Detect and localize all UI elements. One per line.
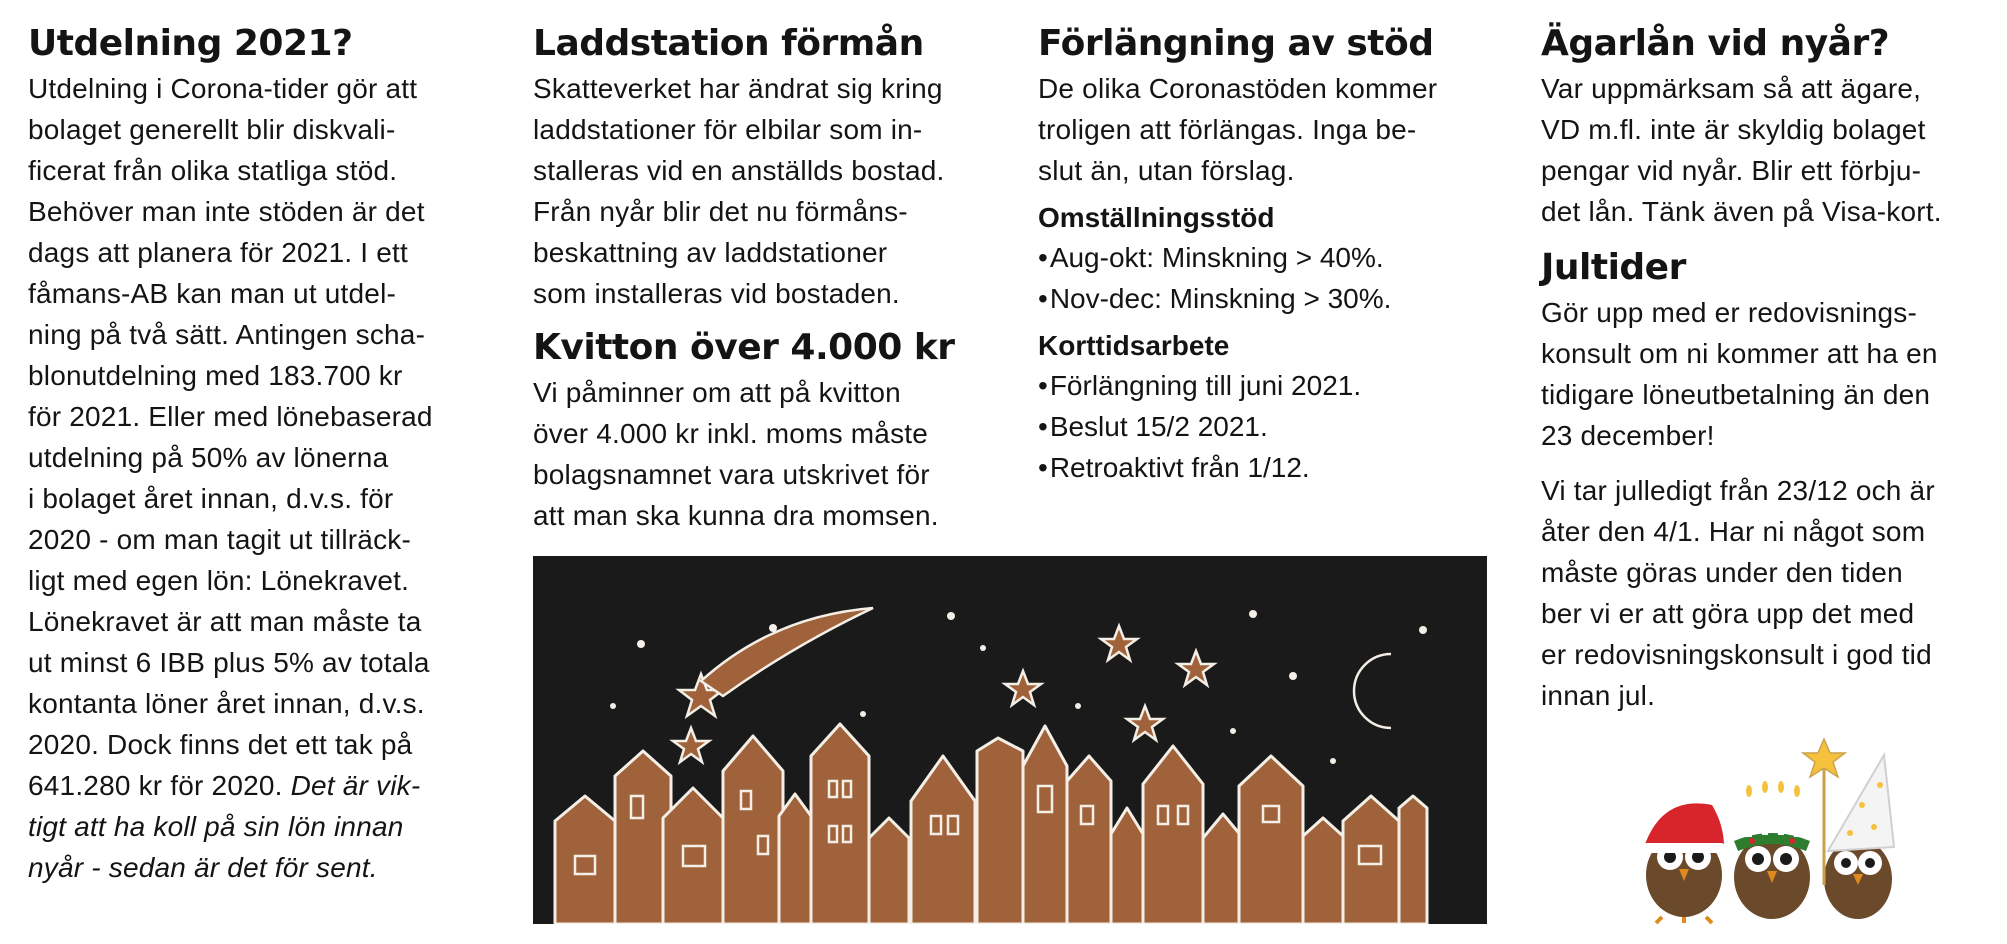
support-body: De olika Coronastöden kommer troligen att förlängas. Inga be- slut än, utan förslag. <box>1038 73 1438 186</box>
list-item: • Förlängning till juni 2021. <box>1038 365 1508 406</box>
list-item: • Nov-dec: Minskning > 30%. <box>1038 278 1508 319</box>
owl-star-boy <box>1803 739 1894 919</box>
column-dividend <box>28 22 498 888</box>
heading-dividend: Utdelning 2021? <box>28 23 353 64</box>
readjustment-list <box>1038 237 1508 319</box>
heading-owner-loans: Ägarlån vid nyår? <box>1541 23 1890 64</box>
dividend-body: Utdelning i Corona-tider gör att bolaget generellt blir diskvali- ficerat från olika statliga stöd. Behöver man inte stöden är det dags att planera för 2021. I ett fåmans-AB kan man ut utdel- ning på två sätt. Antingen scha- blonutdelning med 183.700 kr för 2021. Eller med lönebaserad utdelning på 50% av lönerna i bolaget året innan, d.v.s. för 2020 - om man tagit ut tillräck- ligt med egen lön: Lönekravet. Lönekravet är att man måste ta ut minst 6 IBB plus 5% av totala kontanta löner året innan, d.v.s. 2020. Dock finns det ett tak på 641.280 kr för 2020. <box>28 73 433 801</box>
christmas-body: Gör upp med er redovisnings- konsult om ni kommer att ha en tidigare löneutbetalning än den 23 december! <box>1541 297 1938 451</box>
short-time-work-list <box>1038 365 1508 488</box>
list-item: • Aug-okt: Minskning > 40%. <box>1038 237 1508 278</box>
christmas-owls-illustration <box>1622 735 1912 925</box>
dividend-italic-note: Det är vik- tigt att ha koll på sin lön innan nyår - sedan är det för sent. <box>28 770 421 883</box>
column-support <box>1038 22 1508 488</box>
owl-santa-hat <box>1630 803 1726 923</box>
heading-charging-station: Laddstation förmån <box>533 23 924 64</box>
list-item: • Beslut 15/2 2021. <box>1038 406 1508 447</box>
dividend-text <box>28 68 498 888</box>
heading-support-extension: Förlängning av stöd <box>1038 23 1434 64</box>
heading-christmas: Jultider <box>1541 247 1686 288</box>
column-charging <box>533 22 1013 536</box>
owl-candle-crown <box>1734 781 1810 919</box>
heading-receipts: Kvitton över 4.000 kr <box>533 327 955 368</box>
subheading-readjustment: Omställningsstöd <box>1038 202 1275 233</box>
column-owner-loans <box>1541 22 2001 716</box>
holiday-body: Vi tar julledigt från 23/12 och är åter den 4/1. Har ni något som måste göras under den tiden ber vi er att göra upp det med er redovisningskonsult i god tid innan jul. <box>1541 475 1935 711</box>
receipts-body: Vi påminner om att på kvitton över 4.000 kr inkl. moms måste bolagsnamnet vara utskrivet för att man ska kunna dra momsen. <box>533 377 939 531</box>
owner-loans-body: Var uppmärksam så att ägare, VD m.fl. inte är skyldig bolaget pengar vid nyår. Blir ett förbju- det lån. Tänk även på Visa-kort. <box>1541 73 1942 227</box>
list-item: • Retroaktivt från 1/12. <box>1038 447 1508 488</box>
charging-body: Skatteverket har ändrat sig kring laddstationer för elbilar som in- stalleras vid en anställds bostad. Från nyår blir det nu förmåns- beskattning av laddstationer som installeras vid bostaden. <box>533 73 945 309</box>
subheading-short-time-work: Korttidsarbete <box>1038 330 1230 361</box>
gingerbread-town-photo <box>533 556 1487 924</box>
